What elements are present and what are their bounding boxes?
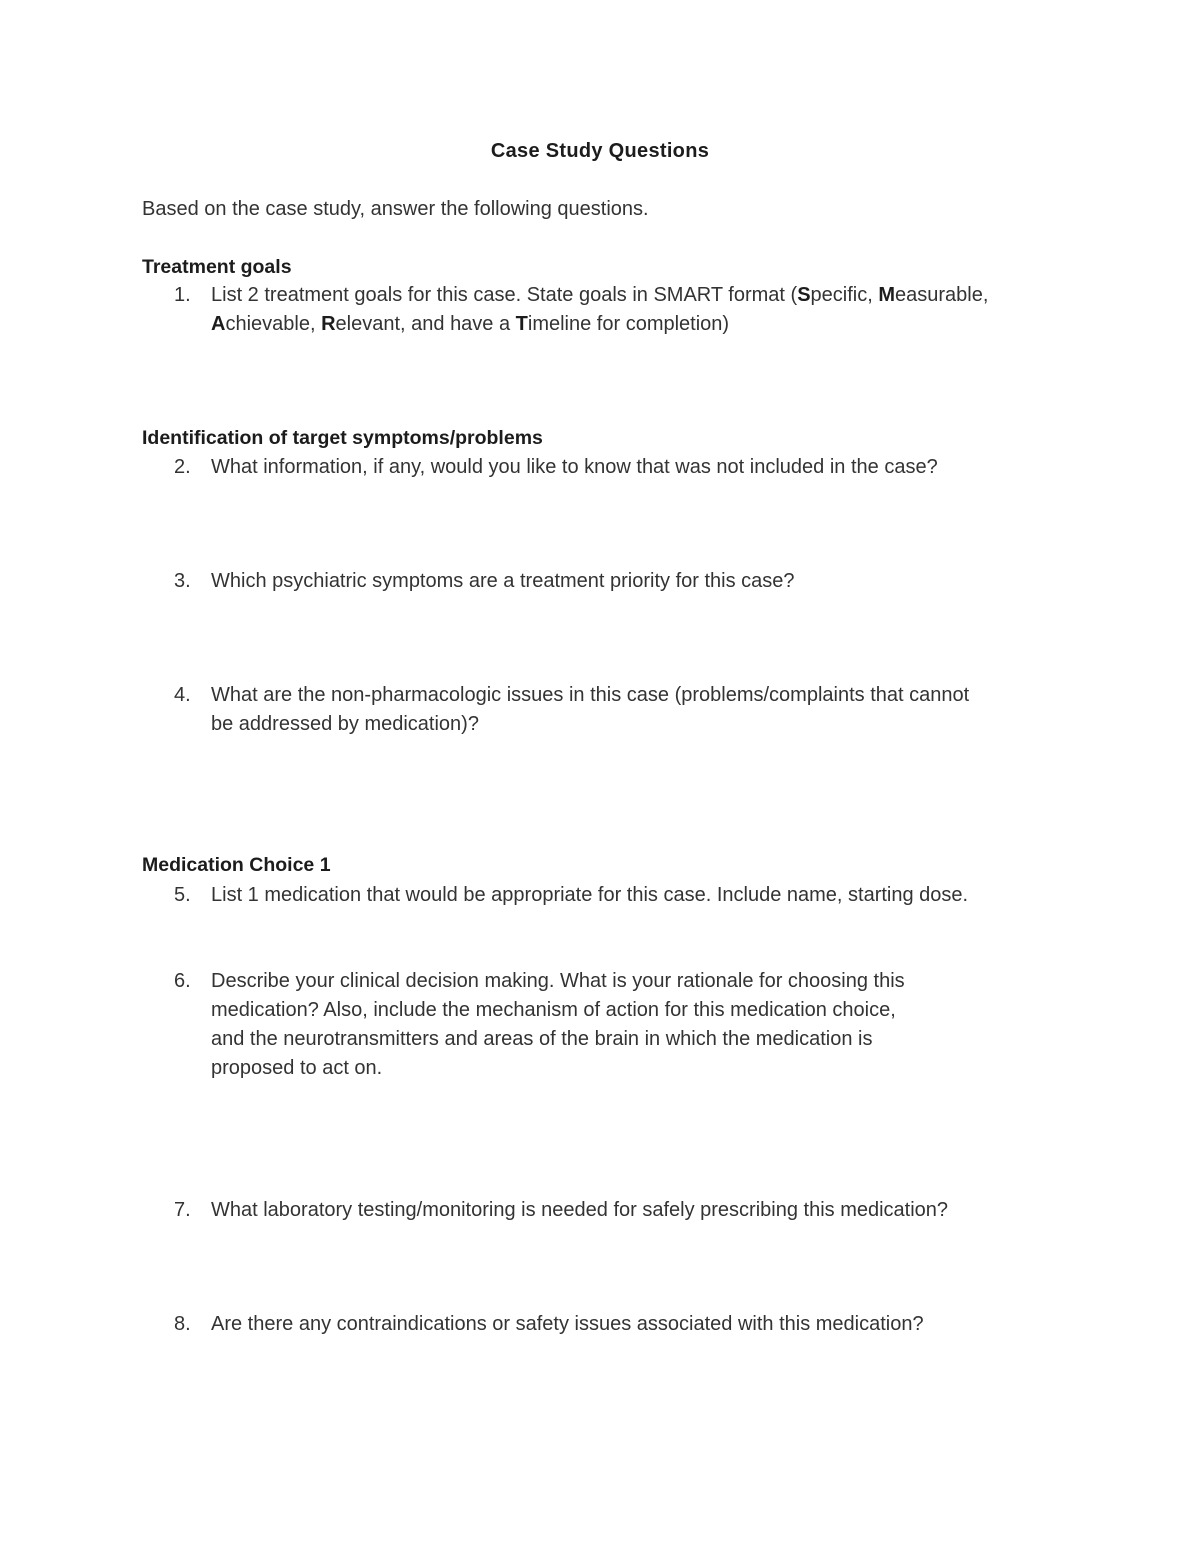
section-heading-medication-choice-1: Medication Choice 1 xyxy=(142,854,331,876)
question-number: 8. xyxy=(174,1313,191,1335)
question-4 xyxy=(142,681,1062,739)
question-5 xyxy=(142,881,1062,910)
section-heading-target-symptoms: Identification of target symptoms/problems xyxy=(142,427,543,449)
question-number: 5. xyxy=(174,884,191,906)
question-text: What are the non-pharmacologic issues in this case (problems/complaints that cannot be addressed by medication)? xyxy=(211,684,970,735)
question-8 xyxy=(142,1310,1062,1339)
intro-text: Based on the case study, answer the following questions. xyxy=(142,198,649,220)
question-1 xyxy=(142,281,1062,339)
question-6 xyxy=(142,967,1062,1083)
question-number: 4. xyxy=(174,684,191,706)
question-text: What laboratory testing/monitoring is needed for safely prescribing this medication? xyxy=(211,1199,949,1221)
question-2 xyxy=(142,453,1062,482)
question-number: 2. xyxy=(174,456,191,478)
question-text: List 1 medication that would be appropriate for this case. Include name, starting dose. xyxy=(211,884,969,906)
question-3 xyxy=(142,567,1062,596)
question-text: Which psychiatric symptoms are a treatment priority for this case? xyxy=(211,570,795,592)
question-number: 7. xyxy=(174,1199,191,1221)
question-text: Describe your clinical decision making. What is your rationale for choosing this medication? Also, include the mechanism of action for this medication choice, and the neurotransmitters and areas of the brain in which the medication is proposed to act on. xyxy=(211,970,905,1079)
question-number: 3. xyxy=(174,570,191,592)
question-text: Are there any contraindications or safety issues associated with this medication? xyxy=(211,1313,924,1335)
question-number: 6. xyxy=(174,970,191,992)
question-7 xyxy=(142,1196,1062,1225)
question-text: What information, if any, would you like to know that was not included in the case? xyxy=(211,456,938,478)
page-title: Case Study Questions xyxy=(490,140,710,162)
section-heading-treatment-goals: Treatment goals xyxy=(142,256,292,278)
question-number: 1. xyxy=(174,284,191,306)
question-text: List 2 treatment goals for this case. State goals in SMART format (Specific, Measurable, Achievable, Relevant, and have a Timeline for completion) xyxy=(211,284,989,335)
